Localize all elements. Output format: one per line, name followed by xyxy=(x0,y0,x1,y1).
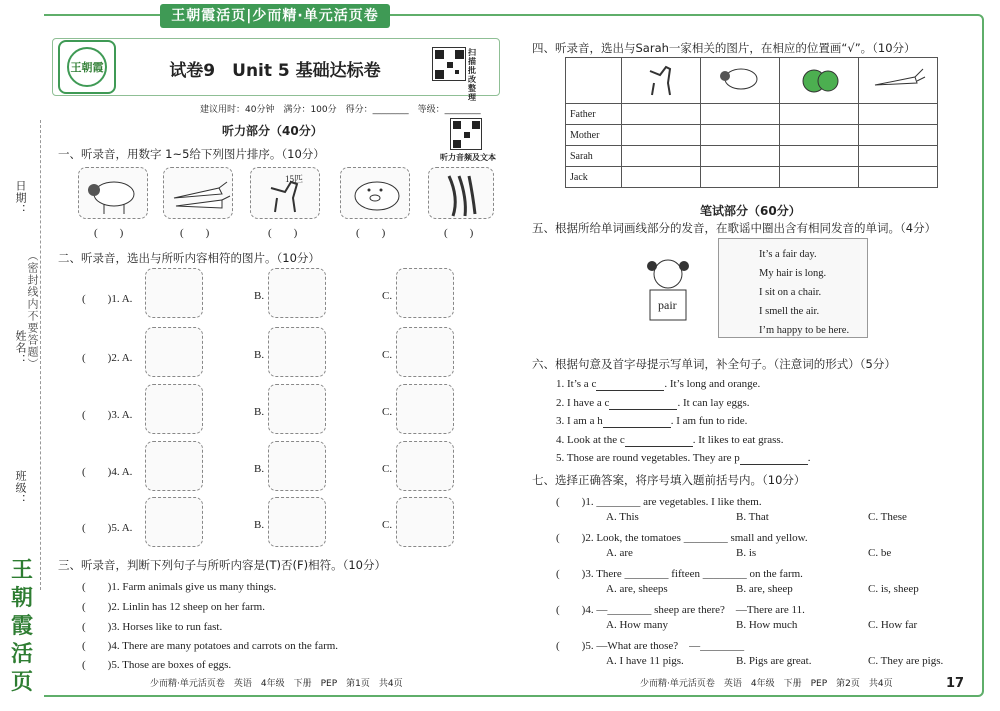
audio-qr-caption: 听力音频及文本 xyxy=(440,153,496,162)
publisher-logo: 王朝霞 xyxy=(58,40,116,94)
choice-question[interactable]: ( )5. A. xyxy=(82,522,133,534)
mc-option-a: A. are, sheeps xyxy=(606,583,668,595)
fill-blank-item[interactable]: 2. I have a c . It can lay eggs. xyxy=(556,396,750,409)
tf-item[interactable]: ( )4. There are many potatoes and carrots on the farm. xyxy=(82,640,339,652)
tomato-icon xyxy=(780,58,859,104)
option-picture[interactable] xyxy=(268,497,326,547)
fill-blank-item[interactable]: 1. It’s a c . It’s long and orange. xyxy=(556,378,761,390)
option-c-label: C. xyxy=(382,349,393,361)
option-c-label: C. xyxy=(382,406,393,418)
mc-question[interactable]: ( )2. Look, the tomatoes ________ small and yellow. xyxy=(556,532,808,544)
horses-pic: 15匹 xyxy=(250,167,320,219)
option-picture[interactable] xyxy=(268,441,326,491)
choice-question[interactable]: ( )4. A. xyxy=(82,466,133,478)
tf-item[interactable]: ( )3. Horses like to run fast. xyxy=(82,621,223,633)
option-picture[interactable] xyxy=(396,384,454,434)
fill-blank-item[interactable]: 4. Look at the c . It likes to eat grass. xyxy=(556,433,784,446)
tf-item[interactable]: ( )1. Farm animals give us many things. xyxy=(82,581,277,593)
section4-title: 四、听录音，选出与Sarah一家相关的图片，在相应的位置画“√”。（10分） xyxy=(532,41,916,55)
option-picture[interactable] xyxy=(145,497,203,547)
class-label: 班级： xyxy=(14,470,27,506)
written-heading: 笔试部分（60分） xyxy=(700,204,801,218)
mc-option-c: C. They are pigs. xyxy=(868,655,944,667)
page-number: 17 xyxy=(946,676,965,691)
option-picture[interactable] xyxy=(396,268,454,318)
answer-paren[interactable]: ( ) xyxy=(444,227,474,239)
option-b-label: B. xyxy=(254,406,265,418)
sheep-pic xyxy=(78,167,148,219)
mc-option-b: B. is xyxy=(736,547,757,559)
seal-dashed-line xyxy=(40,120,41,590)
section5-title: 五、根据所给单词画线部分的发音，在歌谣中圈出含有相同发音的单词。（4分） xyxy=(532,221,937,235)
mc-question[interactable]: ( )4. —________ sheep are there? —There are 11. xyxy=(556,604,805,616)
option-picture[interactable] xyxy=(145,268,203,318)
carrots-pic xyxy=(163,167,233,219)
mc-option-c: C. These xyxy=(868,511,907,523)
audio-qr-icon xyxy=(450,118,482,150)
tf-item[interactable]: ( )2. Linlin has 12 sheep on her farm. xyxy=(82,601,265,613)
option-picture[interactable] xyxy=(145,441,203,491)
option-picture[interactable] xyxy=(268,268,326,318)
sheep-icon xyxy=(701,58,780,104)
option-c-label: C. xyxy=(382,519,393,531)
answer-paren[interactable]: ( ) xyxy=(356,227,386,239)
option-b-label: B. xyxy=(254,463,265,475)
brand-banner: 王朝霞活页|少而精·单元活页卷 xyxy=(160,4,390,28)
option-picture[interactable] xyxy=(396,327,454,377)
answer-paren[interactable]: ( ) xyxy=(180,227,210,239)
binding-margin xyxy=(0,0,44,711)
mc-option-c: C. be xyxy=(868,547,892,559)
mc-option-c: C. is, sheep xyxy=(868,583,919,595)
mc-option-a: A. How many xyxy=(606,619,669,631)
section3-title: 三、听录音，判断下列句子与所听内容是(T)否(F)相符。（10分） xyxy=(58,558,386,572)
option-c-label: C. xyxy=(382,290,393,302)
chant-box: It’s a fair day. My hair is long. I sit on a chair. I smell the air. I’m happy to be here. xyxy=(718,238,868,338)
option-b-label: B. xyxy=(254,349,265,361)
option-c-label: C. xyxy=(382,463,393,475)
choice-question[interactable]: ( )2. A. xyxy=(82,352,133,364)
mc-question[interactable]: ( )3. There ________ fifteen ________ on the farm. xyxy=(556,568,803,580)
fill-blank-item[interactable]: 5. Those are round vegetables. They are p . xyxy=(556,452,811,464)
pig-pic xyxy=(340,167,410,219)
tf-item[interactable]: ( )5. Those are boxes of eggs. xyxy=(82,659,232,671)
girl-illustration: pair xyxy=(640,256,696,324)
option-picture[interactable] xyxy=(396,497,454,547)
mc-option-b: B. How much xyxy=(736,619,798,631)
test-title: 试卷9 Unit 5 基础达标卷 xyxy=(169,61,381,81)
seal-line-note: （密封线内不要答题） xyxy=(26,250,39,370)
test-meta: 建议用时：40分钟 满分：100分 得分：________ 等级：________ xyxy=(200,105,481,115)
answer-paren[interactable]: ( ) xyxy=(268,227,298,239)
mc-option-c: C. How far xyxy=(868,619,918,631)
fill-blank-item[interactable]: 3. I am a h . I am fun to ride. xyxy=(556,415,748,427)
option-picture[interactable] xyxy=(145,327,203,377)
mc-question[interactable]: ( )1. ________ are vegetables. I like them. xyxy=(556,496,762,508)
beans-pic xyxy=(428,167,494,219)
mc-option-b: B. are, sheep xyxy=(736,583,793,595)
section2-title: 二、听录音，选出与所听内容相符的图片。（10分） xyxy=(58,251,320,265)
carrot-icon xyxy=(859,58,938,104)
option-b-label: B. xyxy=(254,290,265,302)
mc-option-b: B. Pigs are great. xyxy=(736,655,812,667)
footer-left: 少而精·单元活页卷 英语 4年级 下册 PEP 第1页 共4页 xyxy=(150,679,403,689)
qr-code-icon xyxy=(432,47,466,81)
option-b-label: B. xyxy=(254,519,265,531)
horse-icon xyxy=(622,58,701,104)
option-picture[interactable] xyxy=(268,384,326,434)
answer-paren[interactable]: ( ) xyxy=(94,227,124,239)
date-label: 日期： xyxy=(14,180,27,216)
choice-question[interactable]: ( )3. A. xyxy=(82,409,133,421)
mc-option-a: A. I have 11 pigs. xyxy=(606,655,684,667)
listening-heading: 听力部分（40分） xyxy=(222,124,323,138)
option-picture[interactable] xyxy=(396,441,454,491)
mc-option-a: A. This xyxy=(606,511,639,523)
sarah-family-table: Father Mother Sarah Jack xyxy=(565,57,938,188)
mc-question[interactable]: ( )5. —What are those? —________ xyxy=(556,640,745,652)
section7-title: 七、选择正确答案，将序号填入题前括号内。（10分） xyxy=(532,473,806,487)
option-picture[interactable] xyxy=(268,327,326,377)
section6-title: 六、根据句意及首字母提示写单词，补全句子。（注意词的形式）（5分） xyxy=(532,357,896,371)
qr-caption: 扫描批改整理 xyxy=(468,48,476,102)
choice-question[interactable]: ( )1. A. xyxy=(82,293,133,305)
mc-option-a: A. are xyxy=(606,547,633,559)
mc-option-b: B. That xyxy=(736,511,769,523)
name-label: 姓名： xyxy=(14,330,27,366)
brand-logo-text: 王朝霞活页 xyxy=(10,557,33,695)
section1-title: 一、听录音，用数字 1~5给下列图片排序。（10分） xyxy=(58,147,325,161)
footer-right: 少而精·单元活页卷 英语 4年级 下册 PEP 第2页 共4页 xyxy=(640,679,893,689)
option-picture[interactable] xyxy=(145,384,203,434)
